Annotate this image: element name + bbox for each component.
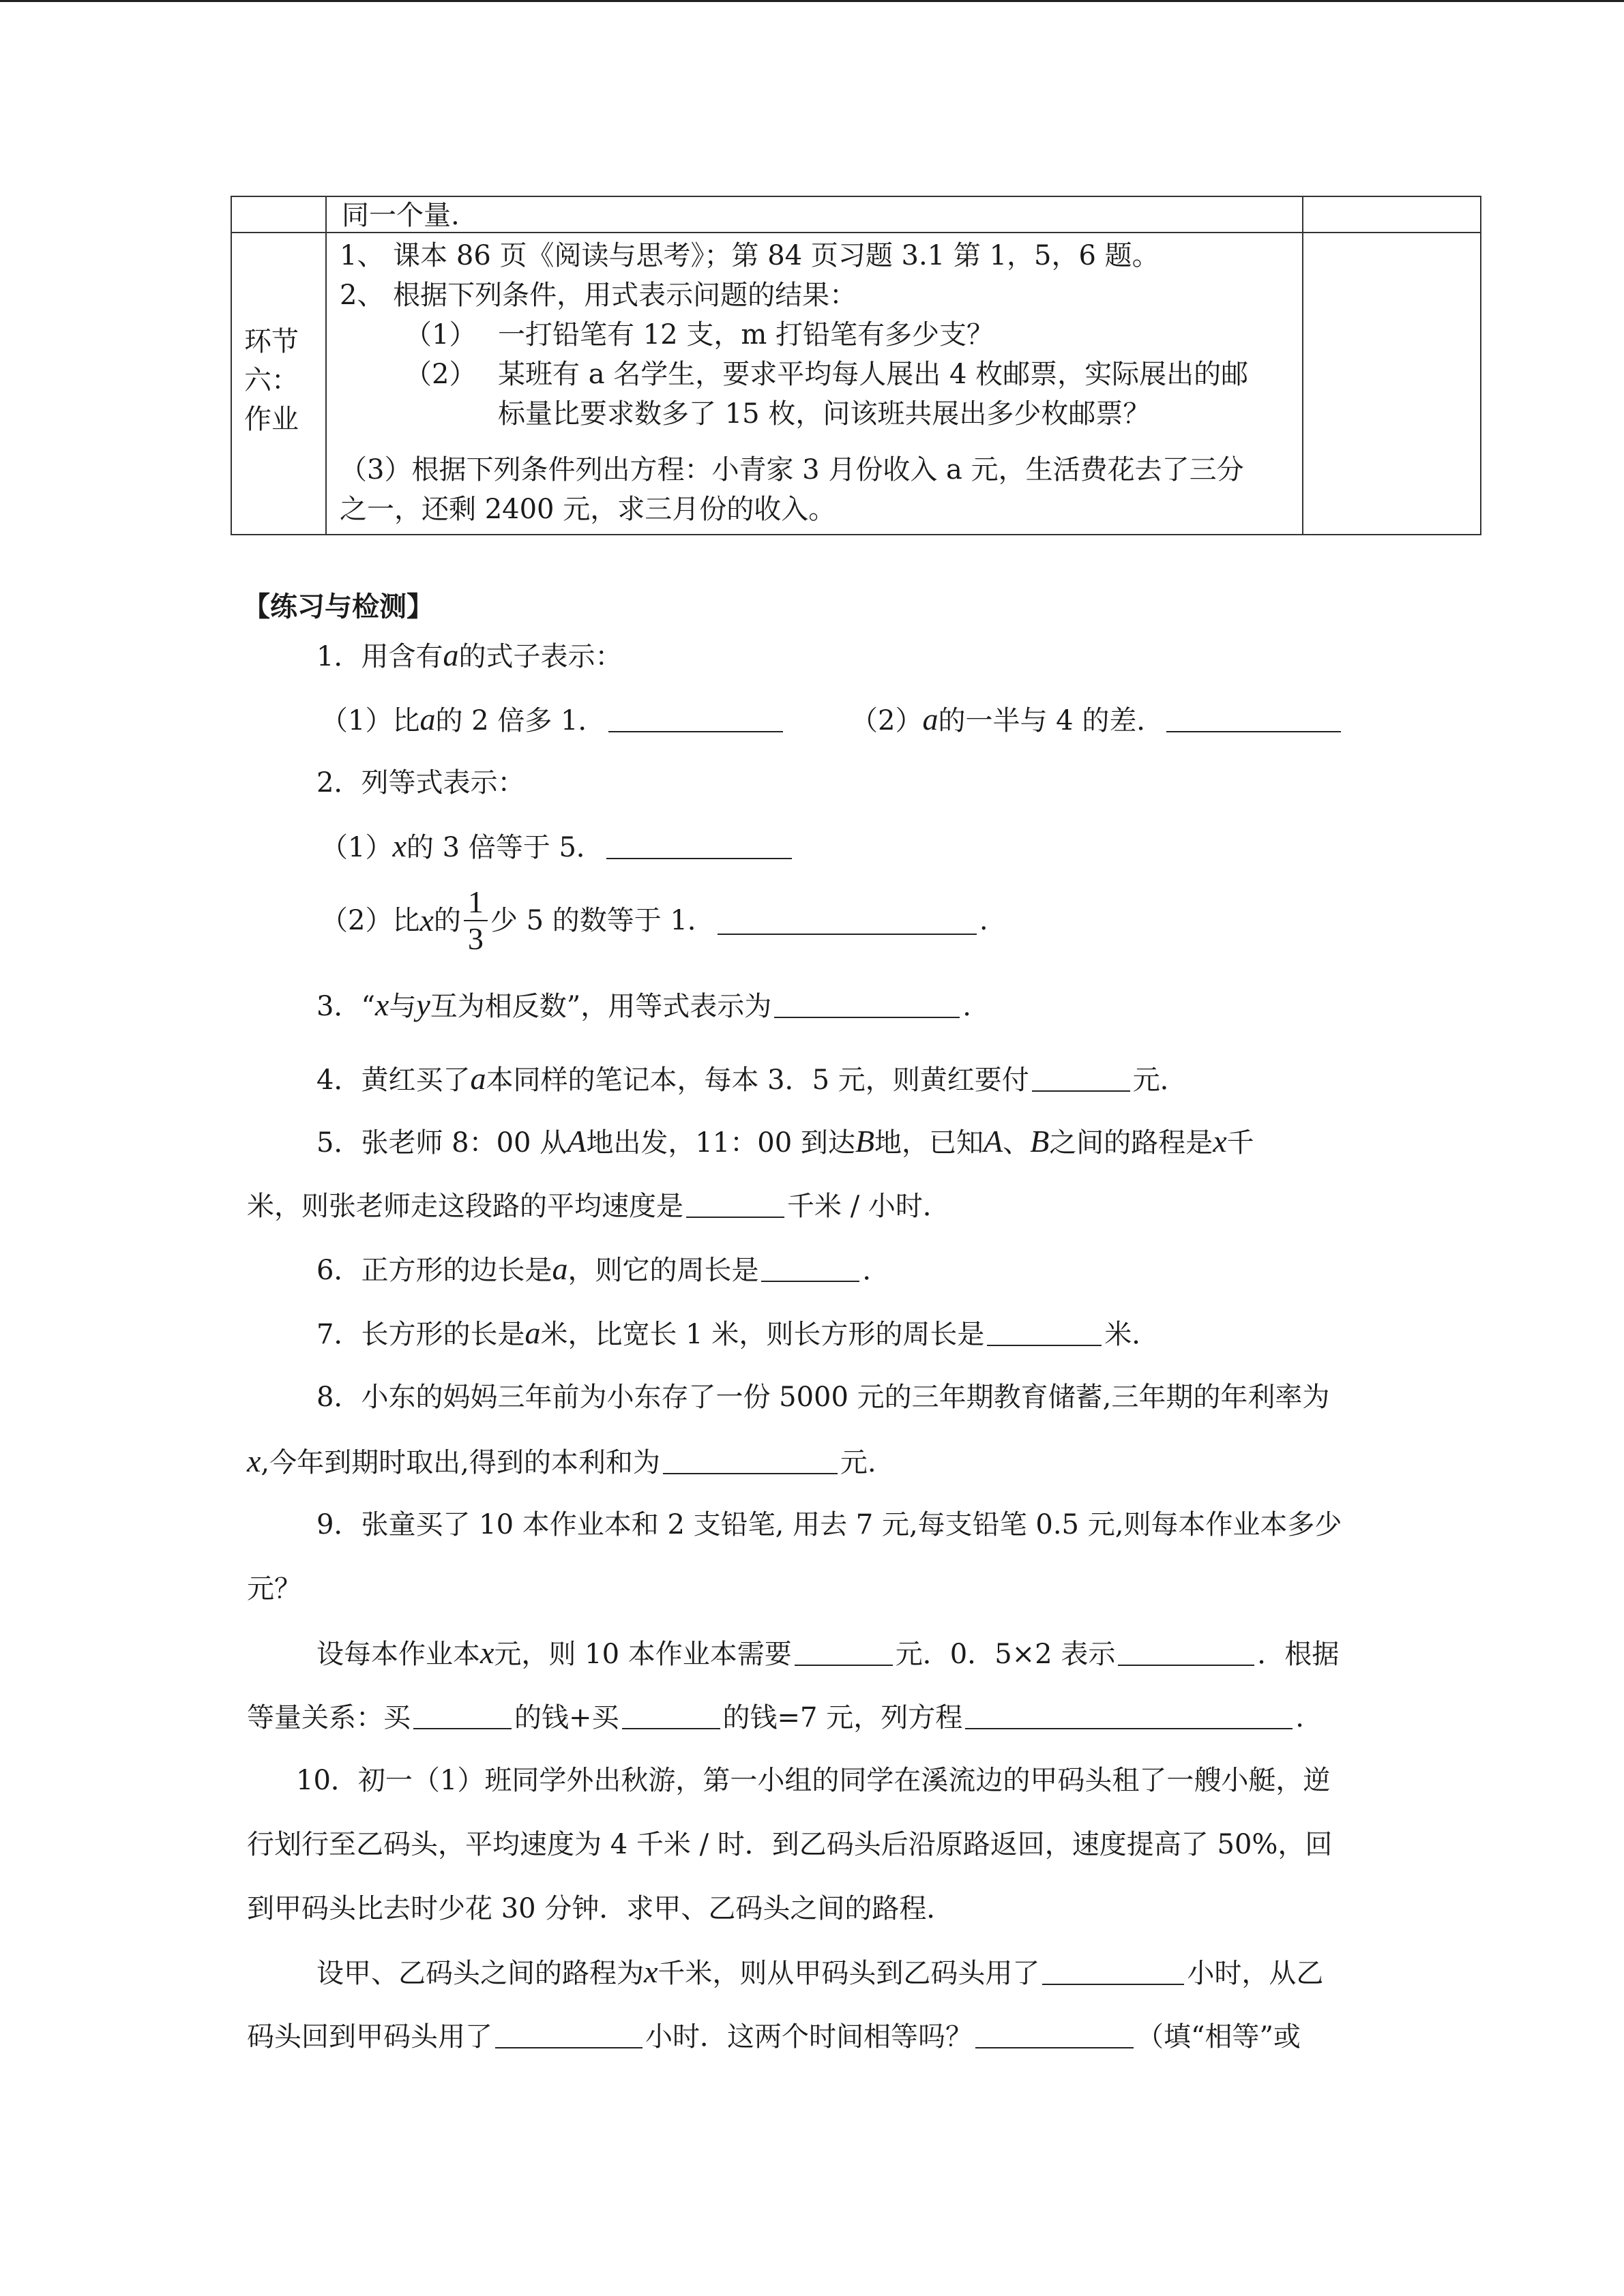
q2-p2-var: x bbox=[419, 903, 434, 938]
q1-p1-b: 的 2 倍多 1． bbox=[435, 705, 606, 736]
q5-var-x: x bbox=[1213, 1124, 1227, 1159]
q10-solution-line1 bbox=[316, 1956, 1323, 1990]
q1-p1-a: （1）比 bbox=[321, 705, 420, 736]
homework-item2: 2、 根据下列条件，用式表示问题的结果： bbox=[340, 280, 857, 311]
page-top-border bbox=[0, 0, 1624, 2]
q10-s1-c: 小时，从乙 bbox=[1187, 1958, 1324, 1989]
q9-blank-1[interactable] bbox=[795, 1637, 893, 1666]
q1-p1-var: a bbox=[419, 702, 436, 736]
q4-prompt bbox=[316, 1062, 1187, 1097]
table-row-divider bbox=[232, 232, 1480, 233]
fraction-denominator: 3 bbox=[467, 921, 484, 956]
q8-line2-b: ,今年到期时取出,得到的本利和为 bbox=[261, 1447, 660, 1478]
homework-sub2-text-b: 标量比要求数多了 15 枚，问该班共展出多少枚邮票？ bbox=[498, 398, 1151, 430]
q1-p1-answer-blank[interactable] bbox=[608, 704, 783, 732]
q10-blank-2[interactable] bbox=[495, 2020, 643, 2048]
practice-heading: 【练习与检测】 bbox=[243, 591, 434, 623]
q8-line1: 8．小东的妈妈三年前为小东存了一份 5000 元的三年期教育储蓄,三年期的年利率为 bbox=[316, 1382, 1330, 1413]
q5-answer-blank[interactable] bbox=[686, 1189, 784, 1218]
q10-blank-1[interactable] bbox=[1042, 1956, 1184, 1985]
q3-end: . bbox=[962, 991, 971, 1022]
q2-p1-b: 的 3 倍等于 5． bbox=[406, 832, 604, 863]
q9-s1-a: 设每本作业本 bbox=[316, 1639, 480, 1670]
q8-answer-blank[interactable] bbox=[663, 1446, 838, 1474]
q2-prompt: 2．列等式表示： bbox=[316, 767, 525, 799]
q2-part2 bbox=[321, 880, 988, 961]
q3-answer-blank[interactable] bbox=[774, 989, 960, 1018]
table-col-divider bbox=[1302, 197, 1303, 534]
q6-a: 6．正方形的边长是 bbox=[316, 1255, 552, 1286]
homework-sub2-text-a: 某班有 a 名学生，要求平均每人展出 4 枚邮票，实际展出的邮 bbox=[498, 359, 1249, 390]
q4-c: 元． bbox=[1132, 1064, 1187, 1096]
q1-part1 bbox=[321, 703, 786, 737]
q6-answer-blank[interactable] bbox=[761, 1253, 859, 1282]
q3-a: 3．“ bbox=[316, 991, 375, 1022]
q10-s1-b: 千米，则从甲码头到乙码头用了 bbox=[658, 1958, 1040, 1989]
q2-p2-c: 少 5 的数等于 1． bbox=[490, 905, 715, 936]
section-label-line1: 环节 bbox=[244, 326, 299, 357]
q1-var: a bbox=[443, 638, 459, 672]
q10-var: x bbox=[644, 1954, 658, 1989]
q8-line2-c: 元. bbox=[840, 1447, 876, 1478]
q5-point-A: A bbox=[567, 1124, 587, 1159]
q2-p1-a: （1） bbox=[321, 832, 393, 863]
q6-c: ． bbox=[862, 1255, 890, 1286]
q5-line2-b: 千米 / 小时． bbox=[787, 1191, 950, 1222]
q3-var-y: y bbox=[416, 987, 430, 1022]
q5-d: 、 bbox=[1003, 1127, 1031, 1159]
q5-f: 千 bbox=[1226, 1127, 1254, 1159]
q8-line2 bbox=[247, 1445, 876, 1479]
q7-b: 米，比宽长 1 米，则长方形的周长是 bbox=[540, 1319, 985, 1350]
fraction-numerator: 1 bbox=[464, 884, 488, 921]
q1-prompt bbox=[316, 639, 622, 673]
q5-b: 地出发，11：00 到达 bbox=[586, 1127, 855, 1159]
q1-tail: 的式子表示： bbox=[458, 641, 623, 672]
q4-a: 4．黄红买了 bbox=[316, 1064, 471, 1096]
q2-p2-end: . bbox=[979, 905, 988, 936]
q9-s1-c: 元．0．5×2 表示 bbox=[895, 1639, 1116, 1670]
q2-p2-a: （2）比 bbox=[321, 905, 420, 936]
q8-var: x bbox=[247, 1444, 261, 1478]
q5-c: 地，已知 bbox=[874, 1127, 984, 1159]
section-label-line3: 作业 bbox=[244, 404, 299, 435]
homework-sub1-num: （1） bbox=[404, 319, 477, 351]
q9-var: x bbox=[480, 1635, 494, 1670]
q10-s2-a: 码头回到甲码头用了 bbox=[247, 2021, 492, 2053]
q7-a: 7．长方形的长是 bbox=[316, 1319, 525, 1350]
q2-p2-answer-blank[interactable] bbox=[718, 906, 977, 935]
q9-s2-d: . bbox=[1295, 1702, 1304, 1733]
q5-line2 bbox=[247, 1189, 950, 1223]
q9-s1-b: 元，则 10 本作业本需要 bbox=[494, 1639, 792, 1670]
q9-s1-d: ．根据 bbox=[1257, 1639, 1340, 1670]
q5-line2-a: 米，则张老师走这段路的平均速度是 bbox=[247, 1191, 683, 1222]
q2-p2-b: 的 bbox=[433, 905, 461, 936]
q9-solution-line2 bbox=[247, 1701, 1304, 1734]
q1-p2-answer-blank[interactable] bbox=[1166, 704, 1341, 732]
q1-p2-var: a bbox=[922, 702, 939, 736]
one-third-fraction bbox=[464, 884, 488, 957]
q10-s2-b: 小时．这两个时间相等吗？ bbox=[645, 2021, 973, 2053]
section-label-line2: 六： bbox=[244, 365, 299, 396]
q10-line3: 到甲码头比去时少花 30 分钟．求甲、乙码头之间的路程． bbox=[247, 1893, 954, 1924]
q10-line1: 10．初一（1）班同学外出秋游，第一小组的同学在溪流边的甲码头租了一艘小艇，逆 bbox=[296, 1765, 1331, 1796]
q9-s2-c: 的钱=7 元，列方程 bbox=[722, 1702, 963, 1733]
q7-c: 米． bbox=[1104, 1319, 1160, 1350]
q4-answer-blank[interactable] bbox=[1032, 1063, 1130, 1092]
q10-blank-3[interactable] bbox=[975, 2020, 1134, 2048]
q2-p1-var: x bbox=[392, 829, 407, 863]
q1-p2-a: （2） bbox=[851, 705, 923, 736]
q9-blank-4[interactable] bbox=[622, 1701, 720, 1729]
q1-part2 bbox=[851, 703, 1344, 737]
q9-blank-3[interactable] bbox=[413, 1701, 512, 1729]
homework-item1: 1、 课本 86 页《阅读与思考》；第 84 页习题 3.1 第 1，5，6 题。 bbox=[340, 240, 1160, 271]
q2-p1-answer-blank[interactable] bbox=[606, 831, 792, 859]
q4-var: a bbox=[470, 1061, 486, 1096]
q2-part1 bbox=[321, 830, 795, 864]
q9-blank-2[interactable] bbox=[1118, 1637, 1254, 1666]
q3-var-x: x bbox=[374, 987, 389, 1022]
q3-b: 与 bbox=[389, 991, 417, 1022]
q1-p2-b: 的一半与 4 的差． bbox=[938, 705, 1164, 736]
q5-point-B: B bbox=[855, 1124, 874, 1159]
q9-s2-b: 的钱+买 bbox=[514, 1702, 619, 1733]
lesson-table bbox=[231, 196, 1481, 535]
q5-a: 5．张老师 8：00 从 bbox=[316, 1127, 567, 1159]
q9-solution-line1 bbox=[316, 1637, 1339, 1671]
homework-sub3-text-a: （3）根据下列条件列出方程：小青家 3 月份收入 a 元，生活费花去了三分 bbox=[340, 454, 1244, 486]
q6-var: a bbox=[552, 1251, 568, 1286]
q10-line2: 行划行至乙码头，平均速度为 4 千米 / 时．到乙码头后沿原路返回，速度提高了 50%，回 bbox=[247, 1829, 1333, 1860]
q5-point-A-2: A bbox=[983, 1124, 1003, 1159]
q6-b: ，则它的周长是 bbox=[567, 1255, 759, 1286]
homework-sub2-num: （2） bbox=[404, 359, 477, 390]
q9-s2-a: 等量关系：买 bbox=[247, 1702, 411, 1733]
q5-e: 之间的路程是 bbox=[1049, 1127, 1213, 1159]
q3-c: 互为相反数”，用等式表示为 bbox=[430, 991, 772, 1022]
q5-line1 bbox=[316, 1125, 1254, 1159]
q5-point-B-2: B bbox=[1030, 1124, 1050, 1159]
q10-s1-a: 设甲、乙码头之间的路程为 bbox=[316, 1958, 644, 1989]
q6-prompt bbox=[316, 1253, 889, 1287]
homework-sub1-text: 一打铅笔有 12 支，m 打铅笔有多少支？ bbox=[498, 319, 994, 351]
q7-prompt bbox=[316, 1317, 1159, 1351]
homework-sub3-text-b: 之一，还剩 2400 元，求三月份的收入。 bbox=[340, 494, 836, 525]
q1-lead: 1．用含有 bbox=[316, 641, 443, 672]
q9-equation-blank[interactable] bbox=[965, 1701, 1293, 1729]
table-row1-text: 同一个量. bbox=[342, 200, 460, 231]
q9-line2: 元？ bbox=[247, 1573, 301, 1605]
q4-b: 本同样的笔记本，每本 3．5 元，则黄红要付 bbox=[486, 1064, 1029, 1096]
q3-prompt bbox=[316, 989, 971, 1023]
q7-var: a bbox=[525, 1315, 541, 1350]
q10-solution-line2 bbox=[247, 2020, 1301, 2053]
q7-answer-blank[interactable] bbox=[987, 1317, 1102, 1346]
q10-s2-c: （填“相等”或 bbox=[1136, 2021, 1301, 2053]
q9-line1: 9．张童买了 10 本作业本和 2 支铅笔, 用去 7 元,每支铅笔 0.5 元,则每本作业本多少 bbox=[316, 1509, 1342, 1540]
table-col-divider bbox=[325, 197, 327, 534]
